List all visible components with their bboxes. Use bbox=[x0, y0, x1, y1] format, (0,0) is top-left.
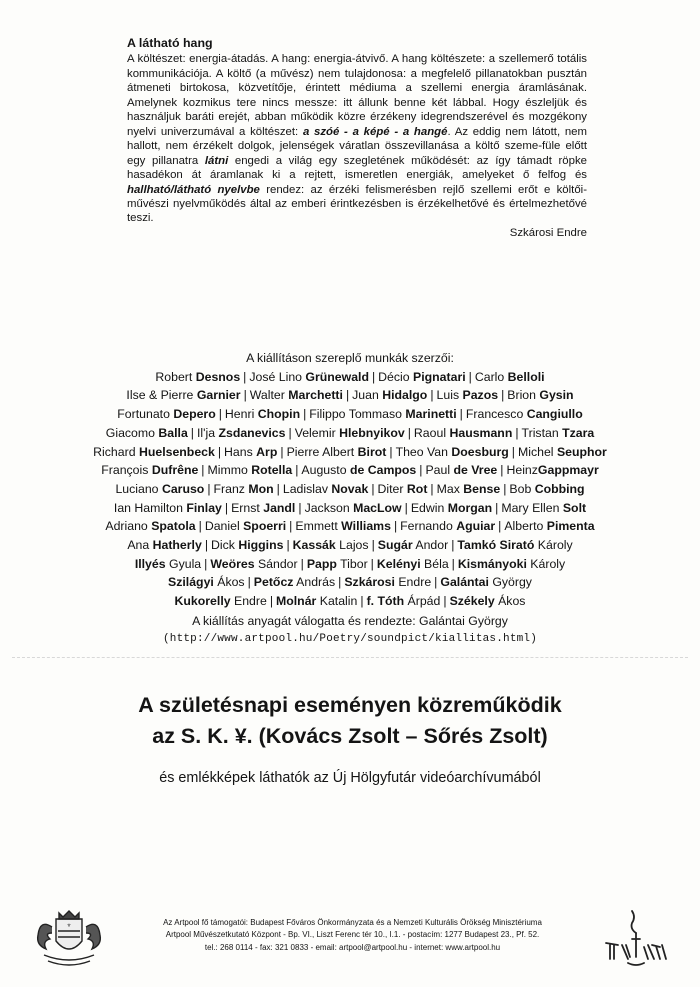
author-name bbox=[378, 482, 428, 496]
author-surname: Gappmayr bbox=[537, 463, 599, 478]
author-name bbox=[250, 388, 343, 402]
name-separator: | bbox=[434, 575, 438, 590]
author-given-name: Béla bbox=[420, 556, 449, 571]
name-separator: | bbox=[503, 481, 507, 496]
name-separator: | bbox=[515, 425, 519, 440]
author-given-name: Paul bbox=[425, 463, 454, 478]
author-name bbox=[501, 501, 586, 515]
author-given-name: Hans bbox=[224, 444, 257, 459]
authors-title: A kiállításon szereplő munkák szerzői: bbox=[246, 351, 454, 365]
author-line bbox=[0, 368, 700, 387]
author-surname: Székely bbox=[449, 594, 495, 609]
author-name bbox=[400, 519, 495, 533]
name-separator: | bbox=[501, 388, 505, 403]
author-surname: Tamkó Sirató bbox=[457, 538, 535, 553]
author-given-name: Ákos bbox=[213, 575, 245, 590]
author-given-name: Károly bbox=[526, 556, 566, 571]
author-given-name: Dick bbox=[211, 538, 239, 553]
author-name bbox=[105, 519, 195, 533]
author-name bbox=[522, 426, 595, 440]
author-name bbox=[168, 575, 245, 589]
name-separator: | bbox=[224, 500, 229, 515]
essay-emphasis-2: látni bbox=[204, 154, 229, 167]
name-separator: | bbox=[217, 444, 222, 459]
author-surname: f. Tóth bbox=[366, 594, 405, 609]
author-surname: de Vree bbox=[453, 463, 498, 478]
author-name bbox=[425, 463, 497, 477]
name-separator: | bbox=[495, 500, 499, 515]
author-surname: Pignatari bbox=[413, 369, 466, 384]
author-given-name: Filippo Tommaso bbox=[309, 407, 406, 422]
author-surname: Marinetti bbox=[405, 407, 457, 422]
author-name bbox=[440, 575, 532, 589]
essay-title: A látható hang bbox=[127, 36, 213, 50]
author-given-name: Ana bbox=[127, 538, 153, 553]
name-separator: | bbox=[300, 556, 304, 571]
author-surname: Novak bbox=[331, 481, 369, 496]
name-separator: | bbox=[360, 594, 364, 609]
author-given-name: Heinz bbox=[506, 463, 538, 478]
author-given-name: Ladislav bbox=[282, 481, 332, 496]
author-given-name: Károly bbox=[534, 538, 573, 553]
author-name bbox=[307, 557, 368, 571]
author-surname: Dufrêne bbox=[151, 463, 199, 478]
author-surname: Aguiar bbox=[456, 519, 496, 534]
name-separator: | bbox=[298, 500, 302, 515]
author-surname: Gysin bbox=[539, 388, 574, 403]
author-given-name: Franz bbox=[213, 481, 249, 496]
essay-text-4: rendez: az érzéki felismerésben rejlő szellemi erőt e költői-művészi nyelvműködés által az emberi érintkezésben is érzékelhetővé és értelmezhetővé teszi. bbox=[127, 183, 587, 225]
author-given-name: András bbox=[293, 575, 336, 590]
name-separator: | bbox=[338, 575, 342, 590]
event-subline: és emlékképek láthatók az Új Hölgyfutár videóarchívumából bbox=[159, 770, 541, 786]
name-separator: | bbox=[430, 388, 434, 403]
author-surname: Papp bbox=[306, 556, 337, 571]
author-name bbox=[93, 445, 215, 459]
svg-text:⚜: ⚜ bbox=[66, 923, 72, 929]
author-name bbox=[127, 538, 202, 552]
author-given-name: Carlo bbox=[474, 369, 508, 384]
name-separator: | bbox=[459, 407, 463, 422]
name-separator: | bbox=[370, 556, 374, 571]
author-given-name: Adriano bbox=[105, 519, 152, 534]
name-separator: | bbox=[207, 481, 211, 496]
author-surname: Marchetti bbox=[288, 388, 343, 403]
author-given-name: Luciano bbox=[115, 481, 162, 496]
author-surname: Solt bbox=[562, 500, 587, 515]
name-separator: | bbox=[498, 519, 502, 534]
author-surname: Morgan bbox=[447, 500, 493, 515]
author-surname: Arp bbox=[256, 444, 278, 459]
author-surname: Molnár bbox=[276, 594, 317, 609]
author-surname: Mon bbox=[248, 481, 274, 496]
author-name bbox=[231, 501, 295, 515]
author-name bbox=[295, 519, 391, 533]
author-given-name: Luis bbox=[436, 388, 463, 403]
name-separator: | bbox=[430, 481, 434, 496]
author-surname: Doesburg bbox=[451, 444, 509, 459]
name-separator: | bbox=[443, 594, 447, 609]
author-name bbox=[276, 594, 357, 608]
author-name bbox=[293, 538, 369, 552]
author-given-name: Gyula bbox=[165, 556, 202, 571]
author-name bbox=[507, 388, 573, 402]
author-given-name: Jackson bbox=[304, 500, 354, 515]
author-name bbox=[378, 370, 465, 384]
name-separator: | bbox=[190, 425, 194, 440]
author-surname: Belloli bbox=[507, 369, 545, 384]
author-name bbox=[126, 388, 240, 402]
author-lines bbox=[0, 368, 700, 611]
event-heading-line-1: A születésnapi eseményen közreműködik bbox=[138, 693, 562, 717]
author-given-name: Mimmo bbox=[207, 463, 252, 478]
author-surname: Garnier bbox=[196, 388, 241, 403]
author-surname: Balla bbox=[158, 425, 188, 440]
author-line bbox=[0, 405, 700, 424]
author-given-name: Diter bbox=[377, 481, 407, 496]
author-surname: Huelsenbeck bbox=[138, 444, 215, 459]
footer-supporters: Az Artpool fő támogatói: Budapest Főváros Önkormányzata és a Nemzeti Kulturális Örökség Minisztériuma bbox=[163, 918, 542, 927]
author-surname: Seuphor bbox=[556, 444, 607, 459]
essay-text-1: A költészet: energia-átadás. A hang: energia-átvivő. A hang költészete: a szellemerő totális kommunikációja. A költő (a művész) nem tulajdonosa: a megfelelő pillanatokban pusztán átmeneti birtokosa, közvetítője, érintett médiuma a szellemi energia áramlásának. Amelynek kozmikus tere nincs messze: itt állunk benne két lábbal. Hogy észleljük és használjuk baráti erejét, abban működik közre érzékeny idegrendszerével és mozgékony nyelvi univerzumával a költészet: bbox=[127, 53, 587, 138]
author-name bbox=[287, 445, 387, 459]
author-name bbox=[155, 370, 240, 384]
author-name bbox=[411, 501, 492, 515]
event-announcement bbox=[0, 690, 700, 786]
footer-text bbox=[120, 917, 585, 954]
author-name bbox=[254, 575, 335, 589]
author-given-name: Décio bbox=[378, 369, 414, 384]
author-given-name: Raoul bbox=[413, 425, 450, 440]
name-separator: | bbox=[280, 444, 284, 459]
author-name bbox=[283, 482, 368, 496]
author-name bbox=[249, 370, 369, 384]
author-surname: Kelényi bbox=[376, 556, 421, 571]
author-surname: Bense bbox=[463, 481, 501, 496]
author-given-name: Brion bbox=[507, 388, 540, 403]
author-line bbox=[0, 443, 700, 462]
essay-text-3: engedi a világ egy szegletének működését: az így támadt röpke hasadékon át áramlanak ki a rejtett, ismeretlen energiák, amelyeket ő felfog és bbox=[127, 154, 587, 182]
author-name bbox=[211, 538, 283, 552]
author-given-name: Ian Hamilton bbox=[113, 500, 187, 515]
name-separator: | bbox=[371, 369, 376, 384]
author-surname: Galántai bbox=[440, 575, 489, 590]
author-given-name: Edwin bbox=[410, 500, 448, 515]
author-given-name: Pierre Albert bbox=[286, 444, 358, 459]
author-surname: Chopin bbox=[257, 407, 301, 422]
budapest-coat-of-arms-icon bbox=[30, 905, 108, 969]
author-name bbox=[225, 407, 300, 421]
author-name bbox=[301, 463, 416, 477]
author-name bbox=[377, 557, 449, 571]
name-separator: | bbox=[269, 594, 274, 609]
name-separator: | bbox=[276, 481, 280, 496]
author-given-name: Max bbox=[436, 481, 464, 496]
name-separator: | bbox=[303, 407, 307, 422]
exhibition-url[interactable]: (http://www.artpool.hu/Poetry/soundpict/kiallitas.html) bbox=[162, 632, 538, 645]
author-given-name: Mary Ellen bbox=[501, 500, 563, 515]
author-name bbox=[378, 538, 448, 552]
author-given-name: Ernst bbox=[231, 500, 264, 515]
author-name bbox=[224, 445, 277, 459]
author-surname: Kismányoki bbox=[457, 556, 527, 571]
author-given-name: Emmett bbox=[295, 519, 342, 534]
author-name bbox=[344, 575, 431, 589]
author-surname: Hatherly bbox=[152, 538, 202, 553]
name-separator: | bbox=[204, 556, 208, 571]
author-given-name: Endre bbox=[394, 575, 432, 590]
author-name bbox=[367, 594, 441, 608]
author-surname: Desnos bbox=[195, 369, 241, 384]
author-surname: Kukorelly bbox=[174, 594, 231, 609]
author-name bbox=[197, 426, 285, 440]
author-surname: de Campos bbox=[349, 463, 417, 478]
author-surname: Grünewald bbox=[305, 369, 369, 384]
author-name bbox=[117, 407, 215, 421]
name-separator: | bbox=[345, 388, 350, 403]
author-surname: Zsdanevics bbox=[218, 425, 286, 440]
name-separator: | bbox=[451, 556, 455, 571]
author-given-name: Giacomo bbox=[105, 425, 159, 440]
footer-contact: tel.: 268 0114 - fax: 321 0833 - email: artpool@artpool.hu - internet: www.artpool.hu bbox=[204, 942, 501, 952]
name-separator: | bbox=[218, 407, 222, 422]
author-given-name: Il'ja bbox=[197, 425, 219, 440]
author-given-name: Lajos bbox=[335, 538, 369, 553]
author-name bbox=[205, 519, 286, 533]
author-given-name: Katalin bbox=[316, 594, 358, 609]
author-name bbox=[518, 445, 607, 459]
author-name bbox=[414, 426, 512, 440]
author-given-name: Ilse & Pierre bbox=[126, 388, 197, 403]
name-separator: | bbox=[389, 444, 393, 459]
author-name bbox=[305, 501, 402, 515]
author-surname: Weöres bbox=[210, 556, 255, 571]
author-line bbox=[0, 517, 700, 536]
author-given-name: Sándor bbox=[254, 556, 298, 571]
author-surname: Petőcz bbox=[253, 575, 294, 590]
author-surname: Spoerri bbox=[243, 519, 287, 534]
author-given-name: Endre bbox=[230, 594, 267, 609]
author-name bbox=[214, 482, 274, 496]
author-surname: MacLow bbox=[353, 500, 402, 515]
name-separator: | bbox=[511, 444, 515, 459]
author-name bbox=[475, 370, 545, 384]
author-name bbox=[437, 388, 499, 402]
author-surname: Illyés bbox=[134, 556, 166, 571]
name-separator: | bbox=[407, 425, 411, 440]
essay-text-2: . Az eddig nem látott, nem hallott, nem érzékelt dolgok, jelenségek váratlan összevillanása a költő szeme-füle előtt egy pillanatra bbox=[127, 125, 587, 167]
artpool-figure-icon bbox=[602, 907, 672, 969]
author-surname: Rotella bbox=[251, 463, 293, 478]
author-surname: Kassák bbox=[292, 538, 336, 553]
name-separator: | bbox=[243, 369, 247, 384]
author-surname: Cobbing bbox=[534, 481, 585, 496]
essay bbox=[127, 36, 587, 240]
author-surname: Williams bbox=[341, 519, 391, 534]
author-given-name: José Lino bbox=[249, 369, 306, 384]
author-given-name: Richard bbox=[93, 444, 139, 459]
author-name bbox=[295, 426, 405, 440]
author-surname: Hidalgo bbox=[382, 388, 428, 403]
author-surname: Szkárosi bbox=[344, 575, 395, 590]
essay-emphasis-1: a szóé - a képé - a hangé bbox=[302, 125, 448, 138]
author-given-name: Juan bbox=[352, 388, 383, 403]
name-separator: | bbox=[500, 463, 504, 478]
footer-address: Artpool Művészetkutató Központ - Bp. VI., Liszt Ferenc tér 10., I.1. - postacím: 1277 Budapest 23., Pf. 52. bbox=[165, 930, 540, 940]
name-separator: | bbox=[204, 538, 209, 553]
author-line bbox=[0, 555, 700, 574]
name-separator: | bbox=[371, 538, 375, 553]
author-surname: Szilágyi bbox=[168, 575, 214, 590]
author-given-name: Andor bbox=[412, 538, 449, 553]
author-name bbox=[458, 557, 565, 571]
author-given-name: Velemir bbox=[294, 425, 340, 440]
author-surname: Depero bbox=[173, 407, 216, 422]
author-given-name: György bbox=[488, 575, 532, 590]
name-separator: | bbox=[289, 519, 293, 534]
author-given-name: Henri bbox=[224, 407, 258, 422]
author-surname: Pimenta bbox=[546, 519, 595, 534]
author-given-name: Walter bbox=[249, 388, 289, 403]
author-given-name: Michel bbox=[517, 444, 557, 459]
name-separator: | bbox=[468, 369, 472, 384]
author-name bbox=[135, 557, 201, 571]
name-separator: | bbox=[451, 538, 455, 553]
name-separator: | bbox=[404, 500, 408, 515]
author-given-name: Robert bbox=[155, 369, 196, 384]
author-name bbox=[352, 388, 427, 402]
author-given-name: Árpád bbox=[404, 594, 441, 609]
name-separator: | bbox=[288, 425, 292, 440]
author-given-name: Theo Van bbox=[395, 444, 452, 459]
author-surname: Cangiullo bbox=[526, 407, 583, 422]
author-given-name: François bbox=[101, 463, 152, 478]
author-given-name: Daniel bbox=[204, 519, 244, 534]
author-name bbox=[506, 463, 598, 477]
essay-signature: Szkárosi Endre bbox=[509, 226, 587, 239]
name-separator: | bbox=[286, 538, 290, 553]
author-surname: Caruso bbox=[161, 481, 205, 496]
author-name bbox=[457, 538, 572, 552]
author-surname: Tzara bbox=[562, 425, 595, 440]
author-line bbox=[0, 536, 700, 555]
name-separator: | bbox=[243, 388, 247, 403]
author-given-name: Francesco bbox=[465, 407, 527, 422]
author-line bbox=[0, 461, 700, 480]
author-surname: Higgins bbox=[238, 538, 284, 553]
author-given-name: Augusto bbox=[301, 463, 350, 478]
footer bbox=[0, 905, 700, 975]
author-name bbox=[504, 519, 594, 533]
author-name bbox=[210, 557, 297, 571]
curator-credit: A kiállítás anyagát válogatta és rendezte: Galántai György bbox=[192, 613, 508, 628]
author-name bbox=[101, 463, 198, 477]
name-separator: | bbox=[198, 519, 202, 534]
author-name bbox=[396, 445, 509, 459]
author-name bbox=[309, 407, 456, 421]
author-name bbox=[466, 407, 583, 421]
author-surname: Jandl bbox=[263, 500, 296, 515]
author-given-name: Bob bbox=[509, 481, 535, 496]
author-given-name: Tristan bbox=[521, 425, 563, 440]
author-surname: Sugár bbox=[377, 538, 413, 553]
author-given-name: Alberto bbox=[504, 519, 547, 534]
author-name bbox=[175, 594, 267, 608]
author-name bbox=[450, 594, 526, 608]
author-name bbox=[106, 426, 188, 440]
author-line bbox=[0, 386, 700, 405]
author-surname: Spatola bbox=[151, 519, 196, 534]
author-line bbox=[0, 499, 700, 518]
name-separator: | bbox=[419, 463, 423, 478]
author-given-name: Fortunato bbox=[117, 407, 174, 422]
name-separator: | bbox=[201, 463, 205, 478]
author-name bbox=[114, 501, 222, 515]
author-line bbox=[0, 424, 700, 443]
author-name bbox=[115, 482, 204, 496]
name-separator: | bbox=[247, 575, 251, 590]
author-name bbox=[208, 463, 293, 477]
author-surname: Rot bbox=[406, 481, 428, 496]
author-surname: Pazos bbox=[462, 388, 499, 403]
author-surname: Hlebnyikov bbox=[339, 425, 405, 440]
author-name bbox=[509, 482, 584, 496]
author-given-name: Ákos bbox=[494, 594, 526, 609]
name-separator: | bbox=[371, 481, 375, 496]
author-surname: Birot bbox=[357, 444, 387, 459]
event-heading-line-2: az S. K. ¥. (Kovács Zsolt – Sőrés Zsolt) bbox=[152, 724, 548, 748]
author-name bbox=[437, 482, 501, 496]
name-separator: | bbox=[393, 519, 398, 534]
author-line bbox=[0, 592, 700, 611]
essay-body bbox=[127, 52, 587, 225]
author-given-name: Fernando bbox=[400, 519, 457, 534]
author-given-name: Tibor bbox=[336, 556, 368, 571]
essay-emphasis-3: hallható/látható nyelvbe bbox=[127, 183, 260, 196]
author-line bbox=[0, 573, 700, 592]
author-line bbox=[0, 480, 700, 499]
author-surname: Finlay bbox=[186, 500, 222, 515]
authors-list bbox=[0, 349, 700, 648]
name-separator: | bbox=[295, 463, 299, 478]
section-divider bbox=[12, 657, 688, 658]
author-surname: Hausmann bbox=[449, 425, 513, 440]
